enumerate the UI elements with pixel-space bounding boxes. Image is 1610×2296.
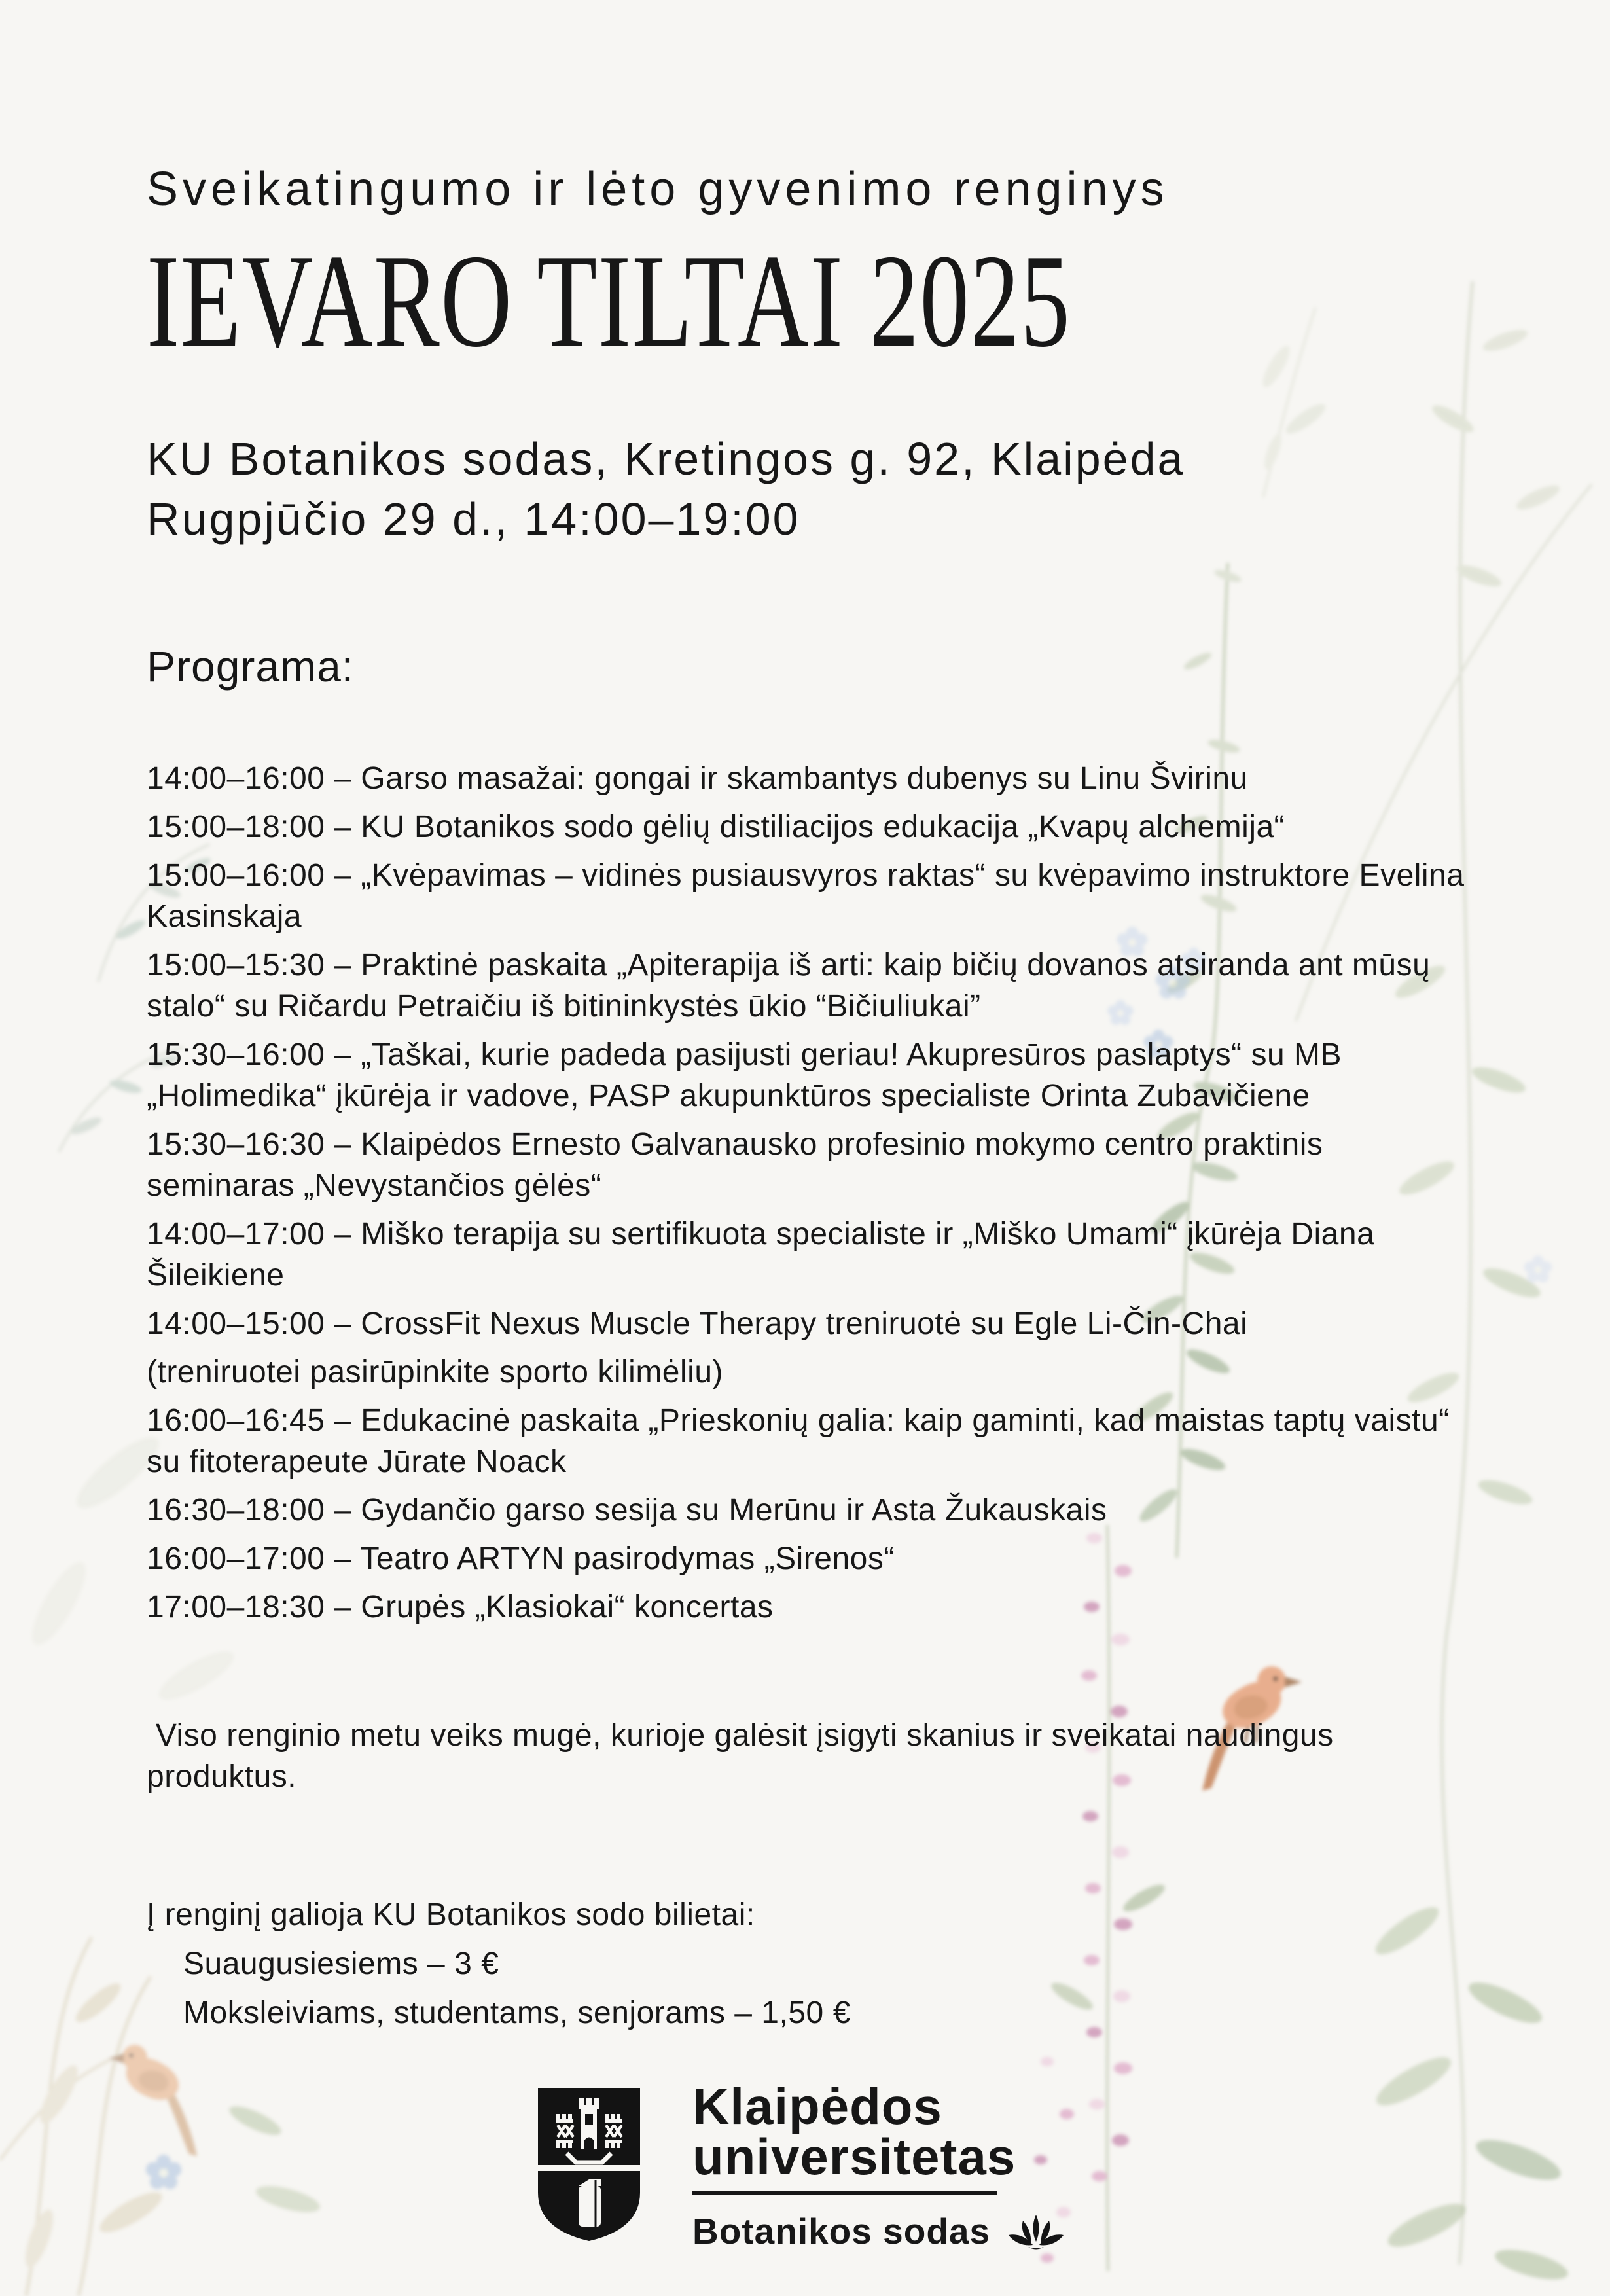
program-item: 14:00–15:00 – CrossFit Nexus Muscle Therapy treniruotė su Egle Li-Čin-Chai	[147, 1306, 1248, 1341]
date-line: Rugpjūčio 29 d., 14:00–19:00	[147, 493, 800, 545]
event-title: IEVARO TILTAI 2025	[147, 227, 1071, 375]
tickets-heading: Į renginį galioja KU Botanikos sodo bilietai:	[147, 1897, 755, 1932]
faint-leaves-top-right	[1258, 308, 1329, 497]
university-name	[692, 2077, 1016, 2185]
botanical-garden-text: Botanikos sodas	[692, 2211, 991, 2251]
lotus-flower-icon	[1009, 2211, 1064, 2251]
ticket-option-adults: Suaugusiesiems – 3 €	[183, 1946, 499, 1981]
market-note: Viso renginio metu veiks mugė, kurioje galėsit įsigyti skanius ir sveikatai naudingus produktus.	[147, 1718, 1343, 1794]
program-item: 16:00–17:00 – Teatro ARTYN pasirodymas „Sirenos“	[147, 1541, 895, 1576]
watercolor-pink-raceme	[1034, 1525, 1168, 2271]
botanical-garden-label	[692, 2211, 1064, 2251]
program-item: 15:30–16:00 – „Taškai, kurie padeda pasijusti geriau! Akupresūros paslaptys“ su MB „Holimedika“ įkūrėja ir vadove, PASP akupunktūros specialiste Orinta Zubavičiene	[147, 1037, 1342, 1113]
venue-and-date	[147, 429, 1185, 549]
program-item: 15:00–18:00 – KU Botanikos sodo gėlių distiliacijos edukacija „Kvapų alchemija“	[147, 810, 1285, 844]
program-equipment-note: (treniruotei pasirūpinkite sporto kilimėliu)	[147, 1355, 724, 1390]
program-heading: Programa:	[147, 642, 355, 691]
university-name-line2: universitetas	[692, 2128, 1016, 2185]
program-item: 16:30–18:00 – Gydančio garso sesija su Merūnu ir Asta Žukauskais	[147, 1493, 1107, 1528]
ku-shield-castle-book-icon	[538, 2088, 640, 2242]
program-item: 15:30–16:30 – Klaipėdos Ernesto Galvanausko profesinio mokymo centro praktinis seminaras „Nevystančios gėlės“	[147, 1127, 1323, 1203]
program-list	[147, 758, 1469, 1635]
watercolor-leaves-bottom-right	[1370, 1900, 1571, 2286]
program-item: 17:00–18:30 – Grupės „Klasiokai“ koncertas	[147, 1590, 774, 1624]
program-item: 16:00–16:45 – Edukacinė paskaita „Prieskonių galia: kaip gaminti, kad maistas taptų vaistu“ su fitoterapeute Jūrate Noack	[147, 1403, 1450, 1479]
program-item: 14:00–17:00 – Miško terapija su sertifikuota specialiste ir „Miško Umami“ įkūrėja Diana Šileikiene	[147, 1217, 1375, 1293]
ticket-option-students: Moksleiviams, studentams, senjorams – 1,50 €	[183, 1996, 851, 2030]
program-item: 15:00–15:30 – Praktinė paskaita „Apiterapija iš arti: kaip bičių dovanos atsiranda ant mūsų stalo“ su Ričardu Petraičiu iš bitininkystės ūkio “Bičiuliukai”	[147, 948, 1431, 1024]
program-item: 14:00–16:00 – Garso masažai: gongai ir skambantys dubenys su Linu Švirinu	[147, 761, 1248, 796]
watercolor-bird-bottom-left	[109, 2045, 197, 2156]
tickets-info	[147, 1894, 851, 2034]
venue-line: KU Botanikos sodas, Kretingos g. 92, Klaipėda	[147, 433, 1185, 484]
program-item: 15:00–16:00 – „Kvėpavimas – vidinės pusiausvyros raktas“ su kvėpavimo instruktore Evelina Kasinskaja	[147, 858, 1465, 934]
logo-divider	[692, 2191, 997, 2195]
university-name-line1: Klaipėdos	[692, 2077, 942, 2135]
tagline: Sveikatingumo ir lėto gyvenimo renginys	[147, 163, 1169, 215]
